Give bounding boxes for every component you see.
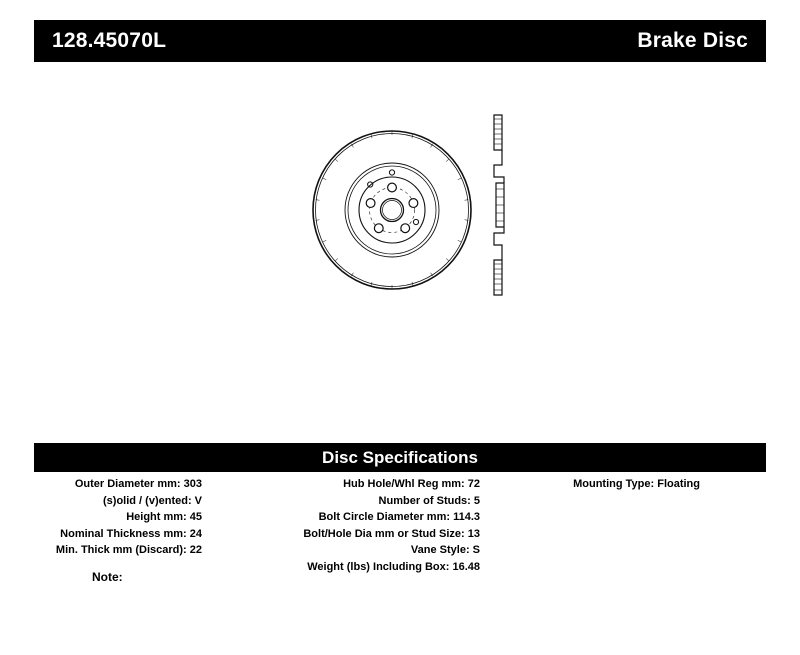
specs-column-left (34, 476, 202, 559)
spec-hub-hole: Hub Hole/Whl Reg mm: 72 (343, 478, 480, 490)
specs-column-middle (202, 476, 480, 575)
spec-height: Height mm: 45 (126, 511, 202, 523)
part-number: 128.45070L (52, 29, 167, 52)
disc-specifications-table (34, 476, 766, 575)
disc-specifications-bar (34, 443, 766, 472)
specs-column-right (480, 476, 766, 493)
spec-min-thickness: Min. Thick mm (Discard): 22 (55, 544, 202, 556)
note-field (92, 570, 123, 584)
spec-solid-vented: (s)olid / (v)ented: V (103, 494, 202, 507)
note-label: Note: (92, 570, 123, 584)
spec-vane-style: Vane Style: S (410, 544, 480, 556)
spec-nominal-thickness: Nominal Thickness mm: 24 (60, 527, 202, 540)
page-title: Brake Disc (637, 29, 748, 52)
brake-disc-edge-diagram (474, 105, 534, 310)
spec-weight: Weight (lbs) Including Box: 16.48 (307, 560, 480, 573)
specs-section-title: Disc Specifications (322, 447, 478, 467)
header-bar (34, 20, 766, 62)
spec-bolt-hole-dia: Bolt/Hole Dia mm or Stud Size: 13 (303, 527, 480, 540)
product-drawing (34, 75, 766, 425)
spec-mounting-type: Mounting Type: Floating (573, 478, 700, 490)
spec-bolt-circle-diameter: Bolt Circle Diameter mm: 114.3 (318, 511, 480, 523)
brake-disc-face-diagram (292, 110, 492, 315)
spec-outer-diameter: Outer Diameter mm: 303 (74, 478, 202, 490)
spec-number-of-studs: Number of Studs: 5 (378, 494, 480, 507)
